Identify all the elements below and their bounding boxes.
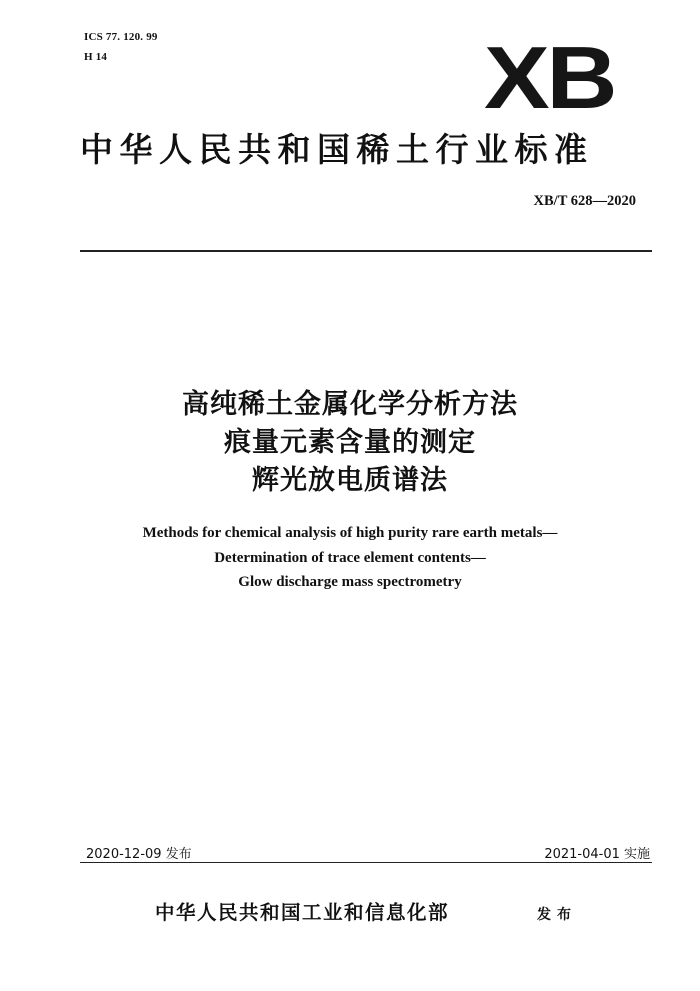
classification-code: H 14: [84, 51, 108, 63]
title-en-line-3: Glow discharge mass spectrometry: [238, 574, 462, 590]
standard-number: XB/T 628—2020: [533, 193, 636, 209]
implementation-date: 2021-04-01 实施: [544, 847, 650, 862]
issuer-action: 发布: [537, 907, 577, 923]
issuing-authority: 中华人民共和国工业和信息化部: [155, 901, 450, 924]
title-cn-line-1: 高纯稀土金属化学分析方法: [182, 389, 518, 420]
standard-name: 中华人民共和国稀土行业标准: [80, 130, 594, 169]
top-divider: [80, 250, 652, 252]
title-en-line-1: Methods for chemical analysis of high purity rare earth metals—: [142, 525, 558, 541]
ics-code: ICS 77. 120. 99: [84, 31, 158, 43]
issue-date: 2020-12-09 发布: [86, 847, 192, 862]
bottom-divider: [80, 862, 652, 863]
xb-logo: XB: [484, 28, 615, 127]
title-en-line-2: Determination of trace element contents—: [214, 550, 486, 566]
title-cn-line-2: 痕量元素含量的测定: [224, 427, 476, 458]
title-cn-line-3: 辉光放电质谱法: [252, 465, 448, 496]
